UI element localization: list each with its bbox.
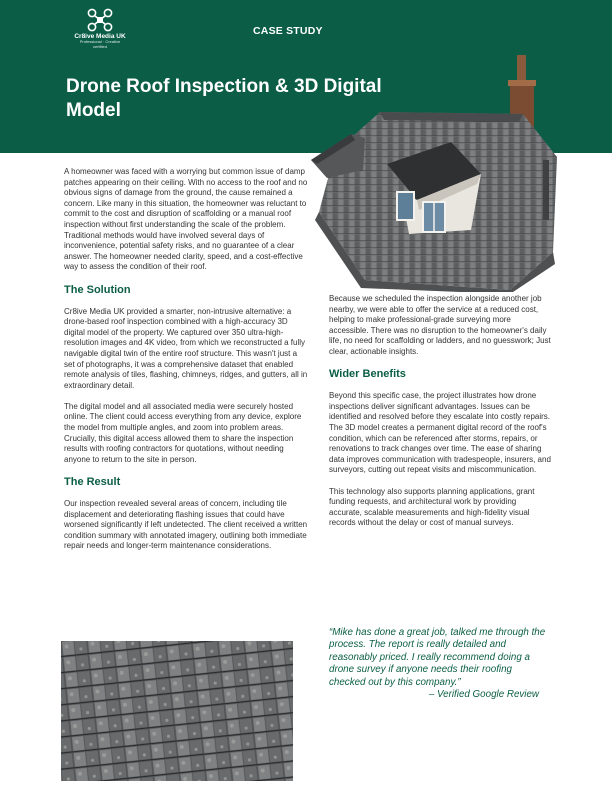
- page-title: Drone Roof Inspection & 3D Digital Model: [66, 76, 382, 121]
- roof-3d-model-image: [305, 52, 565, 292]
- testimonial-quote: [329, 627, 551, 701]
- solution-paragraph-1: Cr8ive Media UK provided a smarter, non-intrusive alternative: a drone-based roof inspection combined with a high-accuracy 3D digital model of the property. We captured over 350 ultra-high-resolution images and 4K video, from which we reconstructed a fully navigable digital twin of the entire roof structure. This wasn't just a set of photographs, it was a comprehensive dataset that enabled remote analysis of tiles, flashing, chimneys, ridges, and gutters, all in extraordinary detail.: [64, 306, 308, 390]
- right-column: [329, 294, 551, 539]
- case-study-label: CASE STUDY: [253, 25, 323, 37]
- benefits-heading: Wider Benefits: [329, 368, 406, 381]
- company-logo: [66, 8, 134, 49]
- solution-heading: The Solution: [64, 283, 131, 296]
- intro-paragraph: A homeowner was faced with a worrying but common issue of damp patches appearing on their ceiling. With no access to the roof and no obvious signs of damage from the ground, the cause remained a concern. Like many in this situation, the homeowner was reluctant to commit to the cost and disruption of scaffolding or a manual roof inspection without first understanding the scale of the problem. Traditional methods would have involved several days of inconvenience, potential safety risks, and no guarantee of a clear answer. The homeowner needed clarity, speed, and a cost-effective way to assess the condition of their roof.: [64, 167, 308, 272]
- roof-tiles-closeup-image: [61, 641, 293, 781]
- drone-logo-icon: [87, 8, 113, 32]
- cost-paragraph: Because we scheduled the inspection alongside another job nearby, we were able to offer the service at a reduced cost, helping to make professional-grade surveying more accessible. There was no disruption to the homeowner's daily life, no need for scaffolding or ladders, and no guesswork; Just clear, actionable insights.: [329, 294, 551, 356]
- benefits-paragraph-1: Beyond this specific case, the project illustrates how drone inspections deliver significant advantages. Issues can be identified and resolved before they escalate into costly repairs. The 3D model creates a permanent digital record of the roof's condition, which can be referenced after storms, repairs, or renovations to track changes over time. The ease of sharing data improves communication with tradespeople, insurers, and surveyors, cutting out repeat visits and miscommunication.: [329, 391, 551, 475]
- benefits-paragraph-2: This technology also supports planning applications, grant funding requests, and architectural work by providing accurate, scalable measurements and high-fidelity visual records without the delay or cost of manual surveys.: [329, 486, 535, 528]
- result-heading: The Result: [64, 476, 121, 489]
- logo-tagline: Professional · Creative: [79, 39, 121, 44]
- logo-name: Cr8ive Media UK: [74, 33, 126, 40]
- result-paragraph: Our inspection revealed several areas of concern, including tile displacement and deteriorating flashing issues that could have worsened significantly if left undetected. The client received a written condition summary with annotated imagery, outlining both immediate repair needs and longer-term maintenance considerations.: [64, 499, 308, 551]
- logo-tagline-2: certified: [92, 43, 107, 49]
- quote-source: – Verified Google Review: [428, 689, 539, 701]
- quote-text: “Mike has done a great job, talked me through the process. The report is really detailed and reasonably priced. I really recommend doing a drone survey if anyone needs their roofing checked out by this company.”: [329, 627, 546, 688]
- left-column: [64, 167, 309, 563]
- solution-paragraph-2: The digital model and all associated media were securely hosted online. The client could access everything from any device, explore the model from multiple angles, and zoom into problem areas. Crucially, this digital access allowed them to share the inspection results with roofing contractors for quotations, without needing anyone to return to the site in person.: [64, 401, 302, 464]
